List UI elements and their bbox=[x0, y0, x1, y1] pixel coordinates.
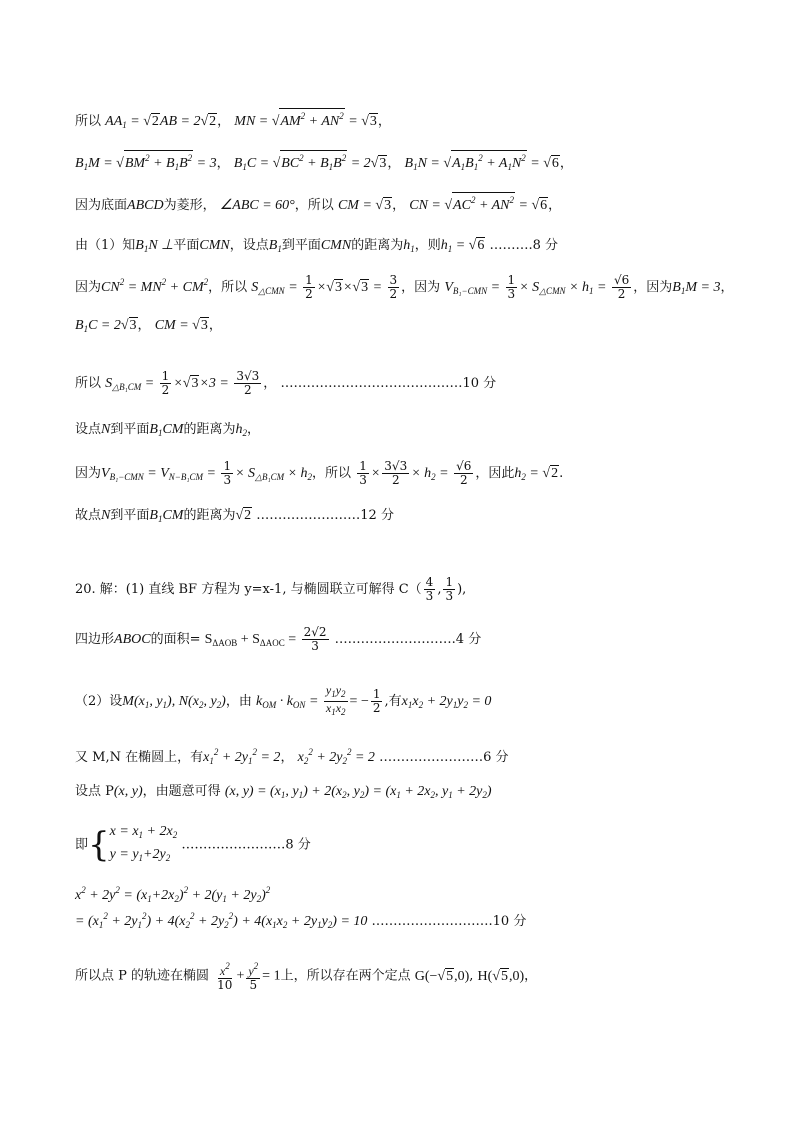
line-q20-expand-1: $x^2 + 2y^2 = (x_1+2x_2)^2 + 2(y_1 + 2y_2)^2$ bbox=[75, 885, 271, 904]
line-area-b1cm: 所以 $S_{\triangle B_1CM}$ = $\frac{1}{2}$ ×√3×3 = $\frac{3√3}{2}$ ， ……………………………………10 分 bbox=[75, 369, 497, 397]
line-h1: 由（1）知$B_1N$ ⊥平面CMN，设点$B_1$到平面CMN的距离为$h_1$，则$h_1 = √6$ ……….8 分 bbox=[75, 238, 559, 254]
line-b1c: $B_1C = 2√3$， CM = √3， bbox=[75, 318, 222, 334]
line-h2-calc: 因为$V_{B_1-CMN} = V_{N-B_1CM}$ = $\frac{1}{3}$ × $S_{\triangle B_1CM} \times h_2$，所以 $\frac{1}{3}$ × $\frac{3√3}{2}$ × $h_2$ = $\frac{√6}{2}$ ，因此$h_2 = √2$. bbox=[75, 459, 564, 487]
score-10a: ……………………………………10 分 bbox=[280, 376, 497, 391]
line-b1m: $B_1M = √BM^2 + B_1B^2 = 3$， $B_1C = √BC^2 + B_1B^2 = 2√3$， $B_1N = √A_1B_1^2 + A_1N^2 = √6$， bbox=[75, 150, 735, 177]
line-q20-system: 即{ $x = x_1 + 2x_2$ $y = y_1+2y_2$ ……………………8 分 bbox=[75, 824, 311, 865]
line-rhombus: 因为底面ABCD为菱形， ∠ABC = 60°，所以 CM = √3， CN = $√AC^2 + AN^2 = √6$， bbox=[75, 192, 735, 216]
line-h2: 设点N到平面$B_1CM$的距离为$h_2$， bbox=[75, 422, 260, 438]
line-q20-area: 四边形ABOC的面积= $S_{\Delta AOB} + S_{\Delta AOC}$ = $\frac{2√2}{3}$ ……………………….4 分 bbox=[75, 625, 482, 653]
score-8b: ……………………8 分 bbox=[181, 837, 311, 853]
line-q20-expand-2: = $(x_1^2 + 2y_1^2) + 4(x_2^2 + 2y_2^2) + 4(x_1x_2 + 2y_1y_2) = 10$ ……………………….10 分 bbox=[75, 911, 527, 930]
line-q20-ellipse: 又 M,N 在椭圆上，有$x_1^2 + 2y_1^2 = 2$， $x_2^2 + 2y_2^2 = 2$ ……………………6 分 bbox=[75, 747, 509, 766]
line-q20-2: （2）设$M(x_1$, $y_1$), $N(x_2$, $y_2$)，由 $k_{OM} \cdot k_{ON}$ = $\frac{y_1y_2}{x_1x_2}$ = − $\frac{1}{2}$ ,有$x_1x_2 + 2y_1y_2 = 0$ bbox=[75, 683, 492, 717]
score-4: ……………………….4 分 bbox=[334, 632, 482, 647]
score-8a: ……….8 分 bbox=[489, 238, 559, 253]
line-q20-1: 20. 解：(1) 直线 BF 方程为 y=x-1, 与椭圆联立可解得 C（ $\frac{4}{3}$ , $\frac{1}{3}$ ), bbox=[75, 575, 467, 603]
score-10b: ……………………….10 分 bbox=[371, 914, 527, 929]
line-conclusion-19: 故点N到平面$B_1CM$的距离为√2 ……………………12 分 bbox=[75, 508, 394, 524]
line-q20-p: 设点 P(x, y)，由题意可得 (x, $y) = (x_1$, $y_1) + 2(x_2$, $y_2) = (x_1 + 2x_2$, $y_1 + 2y_2$) bbox=[75, 784, 492, 800]
line-q20-final: 所以点 P 的轨迹在椭圆 $\frac{x^2}{10}$ + $\frac{y^2}{5}$ = 1上，所以存在两个定点 G(−√5,0), H(√5,0)， bbox=[75, 961, 538, 992]
line-aa1: 所以 $AA_1 = √2AB = 2√2$， MN = $√AM^2 + AN^2 = √3$， bbox=[75, 108, 735, 135]
line-volume: 因为$CN^2 = MN^2 + CM^2$，所以 $S_{\triangle CMN}$ = $\frac{1}{2}$ ×√3×√3 = $\frac{3}{2}$ ，因为 $V_{B_1-CMN}$ = $\frac{1}{3}$ × $S_{\triangle CMN} \times h_1$ = $\frac{√6}{2}$ ，因为$B_1M = 3$， bbox=[75, 273, 734, 301]
score-12: ……………………12 分 bbox=[256, 508, 394, 523]
score-6: ……………………6 分 bbox=[379, 750, 509, 765]
